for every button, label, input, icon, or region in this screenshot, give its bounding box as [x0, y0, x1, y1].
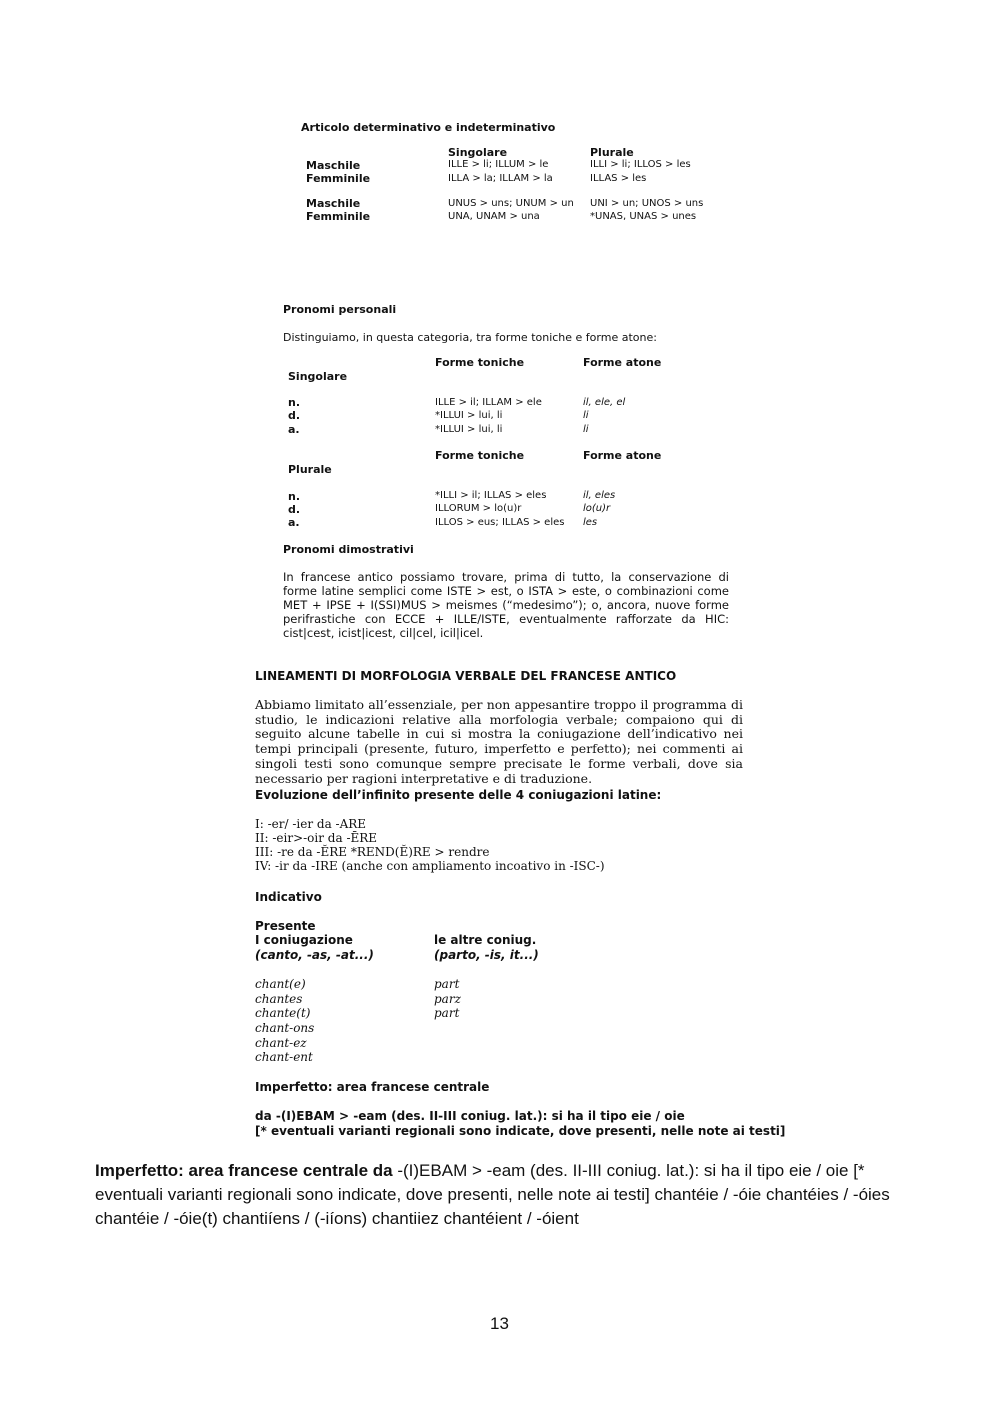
extracted-text-bold: Imperfetto: area francese centrale da: [95, 1161, 393, 1180]
extracted-text-rest: -(I)EBAM > -eam (des. II-III coniug. lat.): si ha il tipo eie / oie [* eventuali varianti regionali sono indicate, dove presenti, nelle note ai testi] chantéie / -óie chantéies / -óies chantéie / -óie(t) chantiíens / (-iíons) chantiiez chantéient / -óient: [95, 1161, 890, 1228]
col2-form: parz: [434, 992, 461, 1006]
col1-form: chant(e): [255, 977, 306, 991]
pronomi-personali-title: Pronomi personali: [283, 303, 397, 316]
col1-form: chantes: [255, 992, 303, 1006]
col-forme-atone: Forme atone: [583, 449, 662, 462]
forme-atone-cell: li: [583, 424, 589, 435]
articolo-row-sing: ILLE > li; ILLUM > le: [448, 159, 549, 170]
col-forme-atone: Forme atone: [583, 356, 662, 369]
forme-toniche-cell: *ILLUI > lui, li: [435, 410, 503, 421]
articolo-row-sing: ILLA > la; ILLAM > la: [448, 173, 553, 184]
forme-atone-cell: il, eles: [583, 490, 616, 501]
imperfetto-note: [* eventuali varianti regionali sono indicate, dove presenti, nelle note ai testi]: [255, 1124, 786, 1138]
page-number: 13: [490, 1314, 509, 1333]
pronomi-personali-intro: Distinguiamo, in questa categoria, tra forme toniche e forme atone:: [283, 331, 657, 344]
col-forme-toniche: Forme toniche: [435, 356, 525, 369]
forme-atone-cell: li: [583, 410, 589, 421]
case-label: n.: [288, 490, 301, 503]
col2-sub: (parto, -is, it...): [434, 948, 539, 962]
imperfetto-title: Imperfetto: area francese centrale: [255, 1080, 490, 1094]
col1-form: chant-ons: [255, 1021, 315, 1035]
articolo-row-label: Maschile: [306, 159, 361, 172]
articolo-row-plur: UNI > un; UNOS > uns: [590, 198, 704, 209]
col1-sub: (canto, -as, -at...): [255, 948, 374, 962]
col2-head: le altre coniug.: [434, 933, 537, 947]
case-label: a.: [288, 516, 300, 529]
articolo-title: Articolo determinativo e indeterminativo: [301, 121, 556, 134]
col1-form: chant-ent: [255, 1050, 313, 1064]
col-forme-toniche: Forme toniche: [435, 449, 525, 462]
morfologia-intro: Abbiamo limitato all’essenziale, per non appesantire troppo il programma di studio, le indicazioni relative alla morfologia verbale; compaiono qui di seguito alcune tabelle in cui si mostra la coniugazione dell’indicativo nei tempi principali (presente, futuro, imperfetto e perfetto); nei commenti ai singoli testi sono comunque sempre precisate le forme verbali, dove sia necessario per ragioni interpretative e di traduzione.: [255, 697, 743, 786]
forme-toniche-cell: *ILLUI > lui, li: [435, 424, 503, 435]
indicativo-title: Indicativo: [255, 890, 322, 904]
col2-form: part: [434, 977, 460, 991]
articolo-row-label: Femminile: [306, 172, 371, 185]
articolo-col-plurale: Plurale: [590, 146, 634, 159]
infinito-line: III: -re da -ĔRE *REND(Ĕ)RE > rendre: [255, 845, 490, 859]
pronomi-dimostrativi-paragraph: In francese antico possiamo trovare, prima di tutto, la conservazione di forme latine semplici come ISTE > est, o ISTA > este, o combinazioni come MET + IPSE + I(SSI)MUS > meismes (“medesimo”); o, ancora, nuove forme perifrastiche con ECCE + ILLE/ISTE, eventualmente rafforzate da HIC: cist|cest, icist|icest, cil|cel, icil|icel.: [283, 570, 729, 640]
articolo-row-sing: UNA, UNAM > una: [448, 211, 540, 222]
imperfetto-line: da -(I)EBAM > -eam (des. II-III coniug. lat.): si ha il tipo eie / oie: [255, 1109, 685, 1123]
articolo-row-plur: *UNAS, UNAS > unes: [590, 211, 697, 222]
forme-atone-cell: lo(u)r: [583, 503, 611, 514]
case-label: a.: [288, 423, 300, 436]
case-label: d.: [288, 409, 301, 422]
col1-form: chante(t): [255, 1006, 311, 1020]
case-label: d.: [288, 503, 301, 516]
case-label: n.: [288, 396, 301, 409]
pronomi-dimostrativi-title: Pronomi dimostrativi: [283, 543, 414, 556]
infinito-line: I: -er/ -ier da -ARE: [255, 817, 367, 831]
col2-form: part: [434, 1006, 460, 1020]
col1-form: chant-ez: [255, 1036, 307, 1050]
infinito-line: II: -eir>-oir da -ĒRE: [255, 831, 378, 845]
articolo-row-label: Femminile: [306, 210, 371, 223]
infinito-line: IV: -ir da -IRE (anche con ampliamento incoativo in -ISC-): [255, 859, 605, 873]
singolare-label: Singolare: [288, 370, 348, 383]
forme-toniche-cell: ILLOS > eus; ILLAS > eles: [435, 517, 565, 528]
forme-atone-cell: les: [583, 517, 598, 528]
articolo-row-label: Maschile: [306, 197, 361, 210]
articolo-col-singolare: Singolare: [448, 146, 508, 159]
articolo-row-plur: ILLI > li; ILLOS > les: [590, 159, 691, 170]
plurale-label: Plurale: [288, 463, 332, 476]
morfologia-title: LINEAMENTI DI MORFOLOGIA VERBALE DEL FRANCESE ANTICO: [255, 669, 677, 683]
articolo-row-plur: ILLAS > les: [590, 173, 647, 184]
extracted-text-paragraph: [95, 1159, 915, 1231]
forme-atone-cell: il, ele, el: [583, 397, 626, 408]
forme-toniche-cell: ILLE > il; ILLAM > ele: [435, 397, 542, 408]
forme-toniche-cell: ILLORUM > lo(u)r: [435, 503, 522, 514]
infinito-title: Evoluzione dell’infinito presente delle 4 coniugazioni latine:: [255, 788, 662, 802]
articolo-row-sing: UNUS > uns; UNUM > un: [448, 198, 574, 209]
forme-toniche-cell: *ILLI > il; ILLAS > eles: [435, 490, 547, 501]
col1-head: I coniugazione: [255, 933, 353, 947]
presente-title: Presente: [255, 919, 316, 933]
